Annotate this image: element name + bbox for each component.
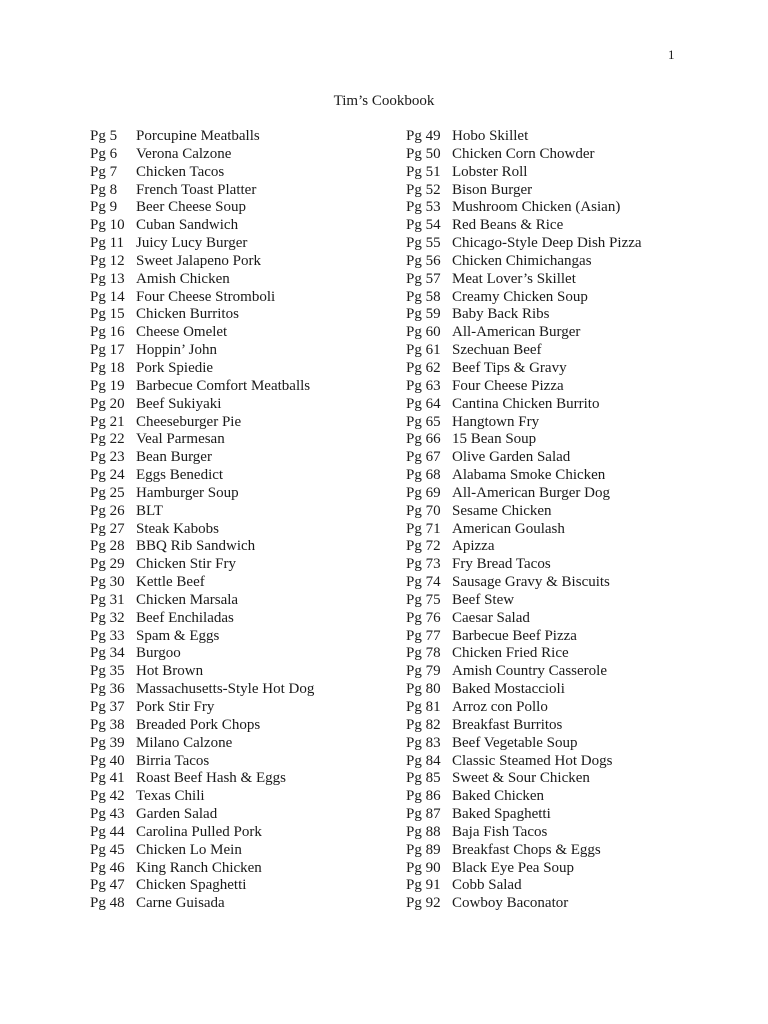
toc-page-number: Pg 52 — [406, 181, 441, 198]
toc-recipe-name: Hangtown Fry — [452, 413, 540, 430]
toc-page-number: Pg 55 — [406, 235, 441, 252]
toc-entry — [406, 467, 642, 485]
toc-entry — [406, 449, 642, 467]
toc-recipe-name: Hobo Skillet — [452, 128, 529, 144]
toc-recipe-name: Beef Stew — [452, 591, 515, 608]
toc-page-number: Pg 18 — [90, 359, 125, 376]
toc-recipe-name: Baked Mostaccioli — [452, 681, 565, 698]
toc-entry — [90, 699, 314, 717]
toc-entry — [406, 199, 642, 217]
toc-page-number: Pg 25 — [90, 484, 125, 501]
toc-page-number: Pg 56 — [406, 252, 441, 269]
toc-page-number: Pg 85 — [406, 770, 441, 787]
toc-recipe-name: Classic Steamed Hot Dogs — [452, 752, 613, 769]
toc-page-number: Pg 59 — [406, 306, 441, 323]
toc-entry — [406, 342, 642, 360]
toc-recipe-name: Sweet & Sour Chicken — [452, 770, 590, 787]
toc-entry — [90, 253, 314, 271]
toc-entry — [406, 699, 642, 717]
toc-recipe-name: All-American Burger — [452, 324, 581, 341]
toc-entry — [90, 788, 314, 806]
toc-recipe-name: Baby Back Ribs — [452, 306, 550, 323]
toc-recipe-name: Breakfast Burritos — [452, 716, 563, 733]
toc-entry — [406, 289, 642, 307]
toc-page-number: Pg 74 — [406, 574, 441, 591]
toc-page-number: Pg 89 — [406, 841, 441, 858]
toc-page-number: Pg 7 — [90, 163, 118, 180]
toc-entry — [406, 877, 642, 895]
toc-entry — [90, 556, 314, 574]
toc-entry — [406, 360, 642, 378]
toc-page-number: Pg 20 — [90, 395, 125, 412]
toc-entry — [90, 645, 314, 663]
toc-page-number: Pg 32 — [90, 609, 125, 626]
toc-page-number: Pg 91 — [406, 877, 441, 894]
toc-entry — [90, 449, 314, 467]
toc-recipe-name: Texas Chili — [136, 788, 205, 805]
toc-page-number: Pg 31 — [90, 591, 125, 608]
toc-entry — [90, 717, 314, 735]
toc-recipe-name: Breaded Pork Chops — [136, 716, 261, 733]
toc-page-number: Pg 57 — [406, 270, 441, 287]
toc-entry — [90, 610, 314, 628]
toc-entry — [90, 663, 314, 681]
toc-recipe-name: Cheese Omelet — [136, 324, 228, 341]
toc-entry — [406, 628, 642, 646]
toc-recipe-name: Beef Vegetable Soup — [452, 734, 578, 751]
toc-recipe-name: Sausage Gravy & Biscuits — [452, 574, 610, 591]
toc-page-number: Pg 77 — [406, 627, 441, 644]
toc-page-number: Pg 73 — [406, 556, 441, 573]
toc-recipe-name: Sesame Chicken — [452, 502, 552, 519]
toc-recipe-name: All-American Burger Dog — [452, 484, 611, 501]
toc-recipe-name: Chicken Chimichangas — [452, 252, 592, 269]
toc-recipe-name: Four Cheese Stromboli — [136, 288, 276, 305]
toc-page-number: Pg 86 — [406, 788, 441, 805]
toc-entry — [406, 306, 642, 324]
toc-page-number: Pg 13 — [90, 270, 125, 287]
toc-recipe-name: Mushroom Chicken (Asian) — [452, 199, 621, 216]
toc-page-number: Pg 24 — [90, 467, 125, 484]
toc-recipe-name: BBQ Rib Sandwich — [136, 538, 256, 555]
toc-entry — [406, 324, 642, 342]
toc-entry — [90, 128, 314, 146]
toc-recipe-name: Creamy Chicken Soup — [452, 288, 588, 305]
toc-page-number: Pg 82 — [406, 716, 441, 733]
toc-entry — [406, 556, 642, 574]
toc-recipe-name: American Goulash — [452, 520, 565, 537]
toc-page-number: Pg 46 — [90, 859, 125, 876]
toc-recipe-name: Baked Spaghetti — [452, 806, 551, 823]
toc-entry — [406, 235, 642, 253]
toc-page-number: Pg 83 — [406, 734, 441, 751]
toc-recipe-name: Hamburger Soup — [136, 484, 239, 501]
toc-entry — [90, 485, 314, 503]
toc-entry — [406, 610, 642, 628]
toc-page-number: Pg 21 — [90, 413, 125, 430]
toc-page-number: Pg 66 — [406, 431, 441, 448]
toc-recipe-name: Black Eye Pea Soup — [452, 859, 575, 876]
toc-page-number: Pg 6 — [90, 145, 118, 162]
toc-recipe-name: Four Cheese Pizza — [452, 377, 564, 394]
toc-entry — [90, 521, 314, 539]
toc-page-number: Pg 41 — [90, 770, 125, 787]
toc-entry — [90, 360, 314, 378]
toc-entry — [406, 146, 642, 164]
toc-recipe-name: Chicken Tacos — [136, 163, 225, 180]
toc-recipe-name: Chicken Stir Fry — [136, 556, 236, 573]
toc-recipe-name: 15 Bean Soup — [452, 431, 537, 448]
toc-entry — [406, 431, 642, 449]
toc-entry — [406, 770, 642, 788]
toc-recipe-name: Eggs Benedict — [136, 467, 224, 484]
toc-recipe-name: Barbecue Comfort Meatballs — [136, 377, 311, 394]
toc-recipe-name: Birria Tacos — [136, 752, 210, 769]
toc-entry — [90, 681, 314, 699]
toc-page-number: Pg 65 — [406, 413, 441, 430]
toc-page-number: Pg 29 — [90, 556, 125, 573]
toc-page-number: Pg 72 — [406, 538, 441, 555]
toc-page-number: Pg 27 — [90, 520, 125, 537]
toc-recipe-name: Beef Tips & Gravy — [452, 359, 567, 376]
toc-entry — [406, 164, 642, 182]
toc-entry — [406, 485, 642, 503]
toc-page-number: Pg 63 — [406, 377, 441, 394]
toc-page-number: Pg 88 — [406, 823, 441, 840]
toc-page-number: Pg 62 — [406, 359, 441, 376]
toc-page-number: Pg 26 — [90, 502, 125, 519]
toc-page-number: Pg 45 — [90, 841, 125, 858]
toc-recipe-name: Beer Cheese Soup — [136, 199, 246, 216]
toc-page-number: Pg 14 — [90, 288, 125, 305]
toc-entry — [90, 271, 314, 289]
toc-entry — [406, 378, 642, 396]
toc-recipe-name: Baja Fish Tacos — [452, 823, 548, 840]
toc-entry — [406, 842, 642, 860]
toc-page-number: Pg 30 — [90, 574, 125, 591]
toc-page-number: Pg 70 — [406, 502, 441, 519]
toc-recipe-name: Apizza — [452, 538, 495, 555]
toc-entry — [406, 735, 642, 753]
toc-page-number: Pg 53 — [406, 199, 441, 216]
toc-entry — [406, 788, 642, 806]
toc-recipe-name: Szechuan Beef — [452, 342, 542, 359]
toc-recipe-name: Veal Parmesan — [136, 431, 225, 448]
toc-entry — [90, 414, 314, 432]
toc-page-number: Pg 40 — [90, 752, 125, 769]
toc-recipe-name: Steak Kabobs — [136, 520, 219, 537]
toc-entry — [406, 717, 642, 735]
toc-recipe-name: Carne Guisada — [136, 895, 225, 912]
toc-page-number: Pg 37 — [90, 699, 125, 715]
toc-entry — [90, 289, 314, 307]
toc-entry — [90, 574, 314, 592]
toc-page-number: Pg 80 — [406, 681, 441, 698]
toc-entry — [90, 378, 314, 396]
toc-entry — [90, 735, 314, 753]
toc-recipe-name: Verona Calzone — [136, 145, 232, 162]
toc-page-number: Pg 8 — [90, 181, 118, 198]
toc-page-number: Pg 5 — [90, 128, 118, 144]
toc-page-number: Pg 78 — [406, 645, 441, 662]
toc-entry — [406, 753, 642, 771]
toc-recipe-name: Amish Country Casserole — [452, 663, 607, 680]
toc-page-number: Pg 50 — [406, 145, 441, 162]
toc-entry — [90, 770, 314, 788]
toc-page-number: Pg 68 — [406, 467, 441, 484]
toc-recipe-name: BLT — [136, 502, 163, 519]
toc-entry — [406, 217, 642, 235]
toc-recipe-name: Hoppin’ John — [136, 342, 217, 359]
toc-recipe-name: King Ranch Chicken — [136, 859, 262, 876]
toc-page-number: Pg 92 — [406, 895, 441, 912]
toc-page-number: Pg 60 — [406, 324, 441, 341]
toc-entry — [406, 824, 642, 842]
toc-entry — [406, 806, 642, 824]
toc-recipe-name: Chicken Fried Rice — [452, 645, 569, 662]
toc-recipe-name: Baked Chicken — [452, 788, 545, 805]
toc-entry — [406, 128, 642, 146]
toc-entry — [406, 895, 642, 913]
toc-entry — [90, 431, 314, 449]
toc-page-number: Pg 75 — [406, 591, 441, 608]
toc-page-number: Pg 64 — [406, 395, 441, 412]
toc-recipe-name: Hot Brown — [136, 663, 204, 680]
toc-recipe-name: Carolina Pulled Pork — [136, 823, 262, 840]
toc-entry — [90, 396, 314, 414]
toc-entry — [90, 842, 314, 860]
toc-page-number: Pg 36 — [90, 681, 125, 698]
toc-recipe-name: Roast Beef Hash & Eggs — [136, 770, 286, 787]
toc-recipe-name: Caesar Salad — [452, 609, 530, 626]
toc-page-number: Pg 9 — [90, 199, 118, 216]
toc-entry — [90, 217, 314, 235]
toc-recipe-name: Pork Spiedie — [136, 359, 214, 376]
toc-entry — [406, 592, 642, 610]
toc-recipe-name: Alabama Smoke Chicken — [452, 467, 606, 484]
toc-recipe-name: Red Beans & Rice — [452, 217, 564, 234]
toc-left-column — [90, 128, 314, 913]
toc-page-number: Pg 35 — [90, 663, 125, 680]
toc-page-number: Pg 16 — [90, 324, 125, 341]
toc-page-number: Pg 71 — [406, 520, 441, 537]
toc-recipe-name: Olive Garden Salad — [452, 449, 571, 466]
toc-page-number: Pg 17 — [90, 342, 125, 359]
toc-recipe-name: Chicken Corn Chowder — [452, 145, 595, 162]
toc-recipe-name: Burgoo — [136, 645, 181, 662]
toc-recipe-name: Arroz con Pollo — [452, 699, 548, 715]
toc-page-number: Pg 38 — [90, 716, 125, 733]
toc-page-number: Pg 19 — [90, 377, 125, 394]
toc-entry — [90, 164, 314, 182]
toc-recipe-name: Amish Chicken — [136, 270, 230, 287]
toc-recipe-name: Bison Burger — [452, 181, 533, 198]
toc-recipe-name: Sweet Jalapeno Pork — [136, 252, 261, 269]
toc-page-number: Pg 61 — [406, 342, 441, 359]
toc-entry — [406, 521, 642, 539]
toc-entry — [406, 396, 642, 414]
toc-recipe-name: Fry Bread Tacos — [452, 556, 551, 573]
toc-entry — [406, 538, 642, 556]
toc-recipe-name: Massachusetts-Style Hot Dog — [136, 681, 315, 698]
toc-page-number: Pg 79 — [406, 663, 441, 680]
toc-entry — [90, 824, 314, 842]
toc-recipe-name: Milano Calzone — [136, 734, 233, 751]
toc-recipe-name: Lobster Roll — [452, 163, 528, 180]
toc-recipe-name: Chicken Burritos — [136, 306, 239, 323]
toc-recipe-name: Bean Burger — [136, 449, 212, 466]
toc-page-number: Pg 44 — [90, 823, 125, 840]
toc-recipe-name: Garden Salad — [136, 806, 218, 823]
toc-entry — [406, 860, 642, 878]
toc-recipe-name: Breakfast Chops & Eggs — [452, 841, 601, 858]
toc-entry — [406, 503, 642, 521]
toc-recipe-name: French Toast Platter — [136, 181, 257, 198]
toc-page-number: Pg 23 — [90, 449, 125, 466]
toc-page-number: Pg 12 — [90, 252, 125, 269]
toc-page-number: Pg 67 — [406, 449, 441, 466]
toc-entry — [406, 663, 642, 681]
toc-page-number: Pg 34 — [90, 645, 125, 662]
toc-recipe-name: Cowboy Baconator — [452, 895, 569, 912]
toc-recipe-name: Beef Sukiyaki — [136, 395, 222, 412]
toc-page-number: Pg 47 — [90, 877, 125, 894]
toc-page-number: Pg 49 — [406, 128, 441, 144]
toc-entry — [90, 860, 314, 878]
toc-recipe-name: Pork Stir Fry — [136, 699, 215, 715]
toc-entry — [90, 199, 314, 217]
toc-page-number: Pg 51 — [406, 163, 441, 180]
toc-entry — [406, 414, 642, 432]
toc-recipe-name: Chicken Marsala — [136, 591, 239, 608]
toc-entry — [90, 877, 314, 895]
toc-page-number: Pg 43 — [90, 806, 125, 823]
toc-entry — [406, 253, 642, 271]
toc-page-number: Pg 22 — [90, 431, 125, 448]
toc-entry — [90, 235, 314, 253]
toc-page-number: Pg 48 — [90, 895, 125, 912]
toc-page-number: Pg 69 — [406, 484, 441, 501]
page-number: 1 — [668, 47, 675, 62]
toc-entry — [406, 271, 642, 289]
toc-entry — [90, 503, 314, 521]
toc-recipe-name: Cobb Salad — [452, 877, 522, 894]
toc-page-number: Pg 28 — [90, 538, 125, 555]
toc-right-column — [406, 128, 642, 913]
toc-page-number: Pg 10 — [90, 217, 125, 234]
toc-entry — [406, 645, 642, 663]
toc-recipe-name: Meat Lover’s Skillet — [452, 270, 576, 287]
toc-recipe-name: Chicken Spaghetti — [136, 877, 247, 894]
toc-entry — [90, 895, 314, 913]
toc-entry — [90, 182, 314, 200]
toc-recipe-name: Juicy Lucy Burger — [136, 235, 248, 252]
toc-entry — [406, 681, 642, 699]
toc-entry — [90, 467, 314, 485]
toc-recipe-name: Barbecue Beef Pizza — [452, 627, 577, 644]
toc-recipe-name: Porcupine Meatballs — [136, 128, 260, 144]
toc-page-number: Pg 76 — [406, 609, 441, 626]
toc-entry — [90, 753, 314, 771]
toc-entry — [90, 592, 314, 610]
toc-recipe-name: Kettle Beef — [136, 574, 205, 591]
toc-page-number: Pg 58 — [406, 288, 441, 305]
toc-entry — [406, 574, 642, 592]
toc-page-number: Pg 33 — [90, 627, 125, 644]
toc-page-number: Pg 11 — [90, 235, 125, 252]
toc-entry — [90, 146, 314, 164]
toc-page-number: Pg 54 — [406, 217, 441, 234]
toc-entry — [406, 182, 642, 200]
toc-page-number: Pg 84 — [406, 752, 441, 769]
toc-recipe-name: Cheeseburger Pie — [136, 413, 242, 430]
toc-recipe-name: Chicago-Style Deep Dish Pizza — [452, 235, 642, 252]
toc-recipe-name: Beef Enchiladas — [136, 609, 234, 626]
toc-page-number: Pg 81 — [406, 699, 441, 715]
toc-entry — [90, 628, 314, 646]
toc-recipe-name: Spam & Eggs — [136, 627, 220, 644]
toc-page-number: Pg 39 — [90, 734, 125, 751]
document-title: Tim’s Cookbook — [333, 93, 435, 109]
toc-page-number: Pg 15 — [90, 306, 125, 323]
toc-entry — [90, 324, 314, 342]
toc-entry — [90, 342, 314, 360]
toc-page-number: Pg 42 — [90, 788, 125, 805]
toc-page-number: Pg 90 — [406, 859, 441, 876]
toc-page-number: Pg 87 — [406, 806, 441, 823]
toc-recipe-name: Cuban Sandwich — [136, 217, 239, 234]
toc-recipe-name: Chicken Lo Mein — [136, 841, 242, 858]
toc-recipe-name: Cantina Chicken Burrito — [452, 395, 600, 412]
toc-entry — [90, 806, 314, 824]
toc-entry — [90, 538, 314, 556]
toc-entry — [90, 306, 314, 324]
